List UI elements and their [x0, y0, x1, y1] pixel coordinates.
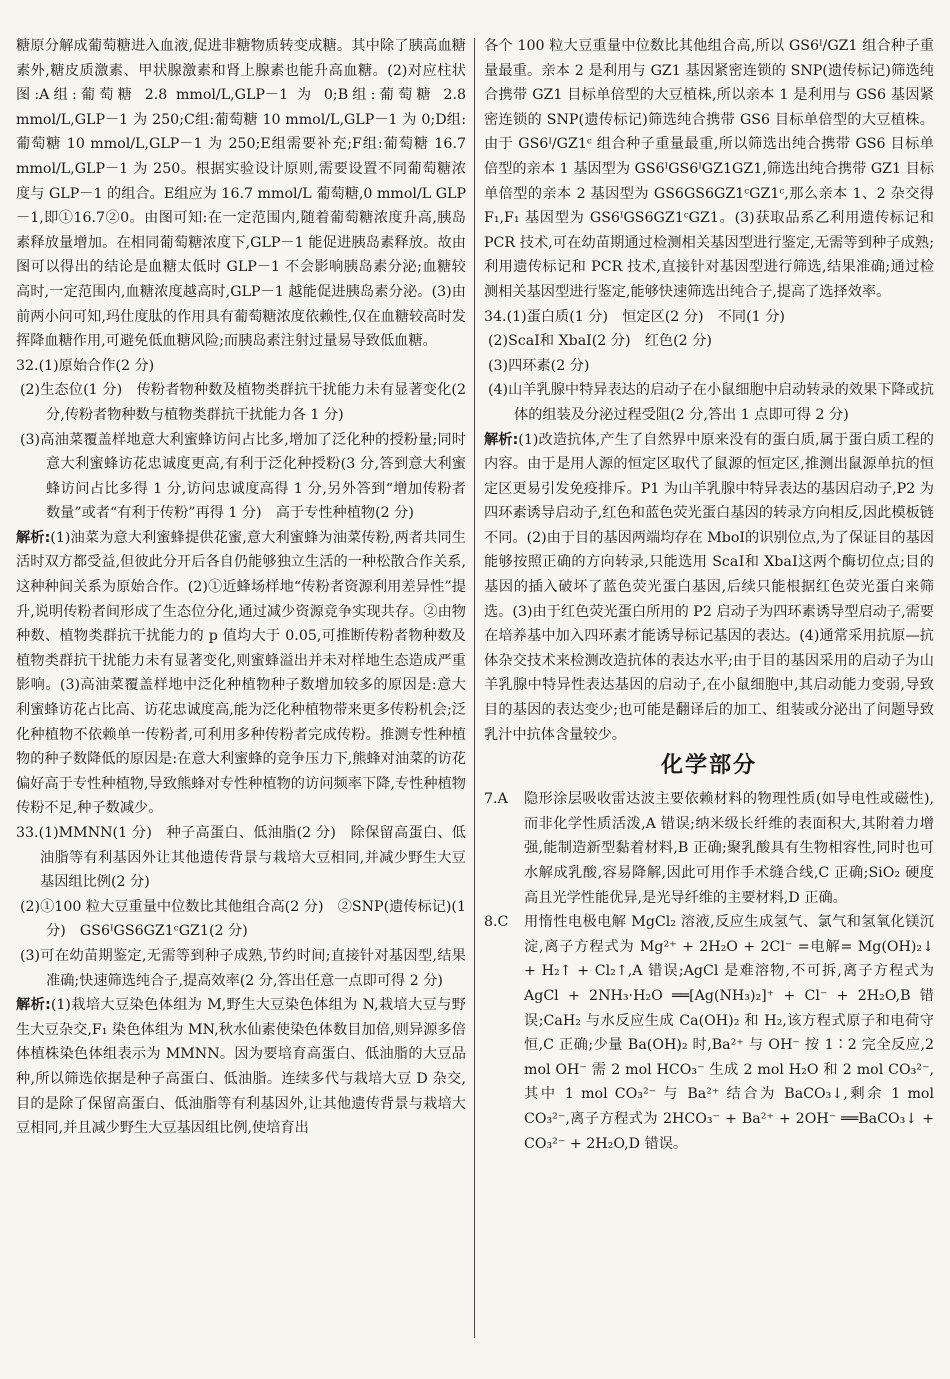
q33-analysis-continued: 各个 100 粒大豆重量中位数比其他组合高,所以 GS6ᴵ/GZ1 组合种子重量最重。亲本 2 是利用与 GZ1 基因紧密连锁的 SNP(遗传标记)筛选纯合携带 GZ1 目标单倍型的大豆植株,所以亲本 1 是利用与 GS6 基因紧密连锁的 SNP(遗传标记)筛选纯合携带 GS6 目标单倍型的大豆植株。由于 GS6ᴵ/GZ1ᶜ 组合种子重量最重,所以筛选出纯合携带 GS6 目标单倍型的亲本 1 基因型为 GS6ᴵGS6ᴵGZ1GZ1,筛选出纯合携带 GZ1 目标单倍型的亲本 2 基因型为 GS6GS6GZ1ᶜGZ1ᶜ,那么亲本 1、2 杂交得 F₁,F₁ 基因型为 GS6ᴵGS6GZ1ᶜGZ1。(3)获取品系乙利用遗传标记和 PCR 技术,可在幼苗期通过检测相关基因型进行鉴定,无需等到种子成熟;利用遗传标记和 PCR 技术,直接针对基因型进行筛选,结果准确;通过检测相关基因型进行鉴定,能够快速筛选出纯合子,提高了选择效率。: [484, 38, 934, 300]
analysis-label: 解析:: [16, 529, 51, 546]
chemistry-section-title: 化学部分: [660, 753, 757, 779]
q32-part3: (3)高油菜覆盖样地意大利蜜蜂访问占比多,增加了泛化种的授粉量;同时意大利蜜蜂访花忠诚度更高,有利于泛化种授粉(3 分,答到意大利蜜蜂访问占比多得 1 分,访问忠诚度高得 1 分,另外答到“增加传粉者数量”或者“有利于传粉”再得 1 分) 高于专性种植物(2 分): [20, 431, 466, 522]
right-column: [484, 34, 934, 1156]
q31-analysis-continued: 糖原分解成葡萄糖进入血液,促进非糖物质转变成糖。其中除了胰高血糖素外,糖皮质激素、甲状腺激素和肾上腺素也能升高血糖。(2)对应柱状图:A组:葡萄糖 2.8 mmol/L,GLP－1 为 0;B组:葡萄糖 2.8 mmol/L,GLP－1 为 250;C组:葡萄糖 10 mmol/L,GLP－1 为 0;D组:葡萄糖 10 mmol/L,GLP－1 为 250;E组需要补充;F组:葡萄糖 16.7 mmol/L,GLP－1 为 250。根据实验设计原则,需要设置不同葡萄糖浓度与 GLP－1 的组合。E组应为 16.7 mmol/L 葡萄糖,0 mmol/L GLP－1,即①16.7②0。由图可知:在一定范围内,随着葡萄糖浓度升高,胰岛素释放量增加。在相同葡萄糖浓度下,GLP－1 能促进胰岛素释放。故由图可以得出的结论是血糖太低时 GLP－1 不会影响胰岛素分泌;血糖较高时,一定范围内,血糖浓度越高时,GLP－1 越能促进胰岛素分泌。(3)由前两小问可知,玛仕度肽的作用具有葡萄糖浓度依赖性,仅在血糖较高时发挥降血糖作用,可避免低血糖风险;而胰岛素注射过量易导致低血糖。: [16, 38, 466, 350]
q33-analysis: [16, 993, 466, 1141]
q34-analysis: [484, 428, 934, 748]
q7-number: 7.A: [484, 791, 508, 808]
q34-analysis-text: (1)改造抗体,产生了自然界中原来没有的蛋白质,属于蛋白质工程的内容。由于是用人源的恒定区取代了鼠源的恒定区,推测出鼠源单抗的恒定区更易引发免疫排斥。P1 为山羊乳腺中特异表达的基因启动子,P2 为四环素诱导启动子,红色和蓝色荧光蛋白基因的转录方向相反,因此模板链不同。(2)由于目的基因两端均存在 MboⅠ的识别位点,为了保证目的基因能够按照正确的方向转录,只能选用 ScaⅠ和 XbaⅠ这两个酶切位点;目的基因的插入破坏了蓝色荧光蛋白基因,后续只能根据红色荧光蛋白来筛选。(3)由于红色荧光蛋白所用的 P2 启动子为四环素诱导型启动子,需要在培养基中加入四环素才能诱导标记基因的表达。(4)通常采用抗原—抗体杂交技术来检测改造抗体的表达水平;由于目的基因采用的启动子为山羊乳腺中特异性表达基因的启动子,在小鼠细胞中,其启动能力变弱,导致目的基因的表达变少;也可能是翻译后的加工、组装或分泌出了问题导致乳汁中抗体含量较少。: [484, 431, 934, 743]
q34-part4: (4)山羊乳腺中特异表达的启动子在小鼠细胞中启动转录的效果下降或抗体的组装及分泌过程受阻(2 分,答出 1 点即可得 2 分): [488, 382, 934, 423]
q32-part2: (2)生态位(1 分) 传粉者物种数及植物类群抗干扰能力未有显著变化(2 分,传粉者物种数与植物类群抗干扰能力各 1 分): [20, 382, 466, 423]
q7-answer: [484, 787, 934, 910]
q34-part2: (2)ScaⅠ和 XbaⅠ(2 分) 红色(2 分): [488, 333, 712, 350]
q8-explanation: 用惰性电极电解 MgCl₂ 溶液,反应生成氢气、氯气和氢氧化镁沉淀,离子方程式为 Mg²⁺ + 2H₂O + 2Cl⁻ =电解= Mg(OH)₂↓ + H₂↑ + Cl₂↑,A 错误;AgCl 是难溶物,不可拆,离子方程式为 AgCl + 2NH₃·H₂O ══[Ag(NH₃)₂]⁺ + Cl⁻ + 2H₂O,B 错误;CaH₂ 与水反应生成 Ca(OH)₂ 和 H₂,该方程式原子和电荷守恒,C 正确;少量 Ba(OH)₂ 时,Ba²⁺ 与 OH⁻ 按 1∶2 完全反应,2 mol OH⁻ 需 2 mol HCO₃⁻ 生成 2 mol H₂O 和 2 mol CO₃²⁻,其中 1 mol CO₃²⁻ 与 Ba²⁺ 结合为 BaCO₃↓,剩余 1 mol CO₃²⁻,离子方程式为 2HCO₃⁻ + Ba²⁺ + 2OH⁻ ══BaCO₃↓ + CO₃²⁻ + 2H₂O,D 错误。: [524, 914, 934, 1152]
q8-number: 8.C: [484, 914, 509, 931]
column-divider: [474, 38, 475, 1338]
q33-part1: 33.(1)MMNN(1 分) 种子高蛋白、低油脂(2 分) 除保留高蛋白、低油脂等有利基因外让其他遗传背景与栽培大豆相同,并减少野生大豆基因组比例(2 分): [16, 825, 466, 891]
q33-analysis-text: (1)栽培大豆染色体组为 M,野生大豆染色体组为 N,栽培大豆与野生大豆杂交,F₁ 染色体组为 MN,秋水仙素使染色体数目加倍,则异源多倍体植株染色体组表示为 MMNN。因为要培育高蛋白、低油脂的大豆品种,所以筛选依据是种子高蛋白、低油脂。连续多代与栽培大豆 D 杂交,目的是除了保留高蛋白、低油脂等有利基因外,让其他遗传背景与栽培大豆相同,并且减少野生大豆基因组比例,使培育出: [16, 997, 466, 1137]
q33-part3: (3)可在幼苗期鉴定,无需等到种子成熟,节约时间;直接针对基因型,结果准确;快速筛选纯合子,提高效率(2 分,答出任意一点即可得 2 分): [20, 947, 466, 989]
analysis-label: 解析:: [484, 431, 519, 448]
q34-part1: 34.(1)蛋白质(1 分) 恒定区(2 分) 不同(1 分): [484, 308, 785, 325]
q7-explanation: 隐形涂层吸收雷达波主要依赖材料的物理性质(如导电性或磁性),而非化学性质活泼,A 错误;纳米级长纤维的表面积大,其附着力增强,能制造新型黏着材料,B 正确;聚乳酸具有生物相容性,同时也可水解成乳酸,容易降解,因此可用作手术缝合线,C 正确;SiO₂ 硬度高且光学性能优异,是光导纤维的主要材料,D 正确。: [524, 791, 934, 906]
q32-part1: 32.(1)原始合作(2 分): [16, 357, 155, 374]
q32-analysis: [16, 526, 466, 821]
analysis-label: 解析:: [16, 997, 51, 1014]
q8-answer: [484, 910, 934, 1156]
q34-part3: (3)四环素(2 分): [488, 357, 590, 374]
q32-analysis-text: (1)油菜为意大利蜜蜂提供花蜜,意大利蜜蜂为油菜传粉,两者共同生活时双方都受益,但彼此分开后各自仍能够独立生活的一种松散合作关系,这种种间关系为原始合作。(2)①近蜂场样地“传粉者资源利用差异性”提升,说明传粉者间形成了生态位分化,通过减少资源竞争实现共存。②由物种数、植物类群抗干扰能力的 p 值均大于 0.05,可推断传粉者物种数及植物类群抗干扰能力未有显著变化,则蜜蜂溢出并未对样地生态造成严重影响。(3)高油菜覆盖样地中泛化种植物种子数增加较多的原因是:意大利蜜蜂访花占比高、访花忠诚度高,能为泛化种植物带来更多传粉机会;泛化种植物不依赖单一传粉者,可利用多种传粉者完成传粉。推测专性种植物的种子数降低的原因是:在意大利蜜蜂的竞争压力下,熊蜂对油菜的访花偏好高于专性种植物,导致熊蜂对专性种植物的访问频率下降,专性种植物传粉不足,种子数减少。: [16, 529, 466, 817]
left-column: [16, 34, 466, 1141]
q33-part2: (2)①100 粒大豆重量中位数比其他组合高(2 分) ②SNP(遗传标记)(1 分) GS6ᴵGS6GZ1ᶜGZ1(2 分): [20, 898, 466, 940]
